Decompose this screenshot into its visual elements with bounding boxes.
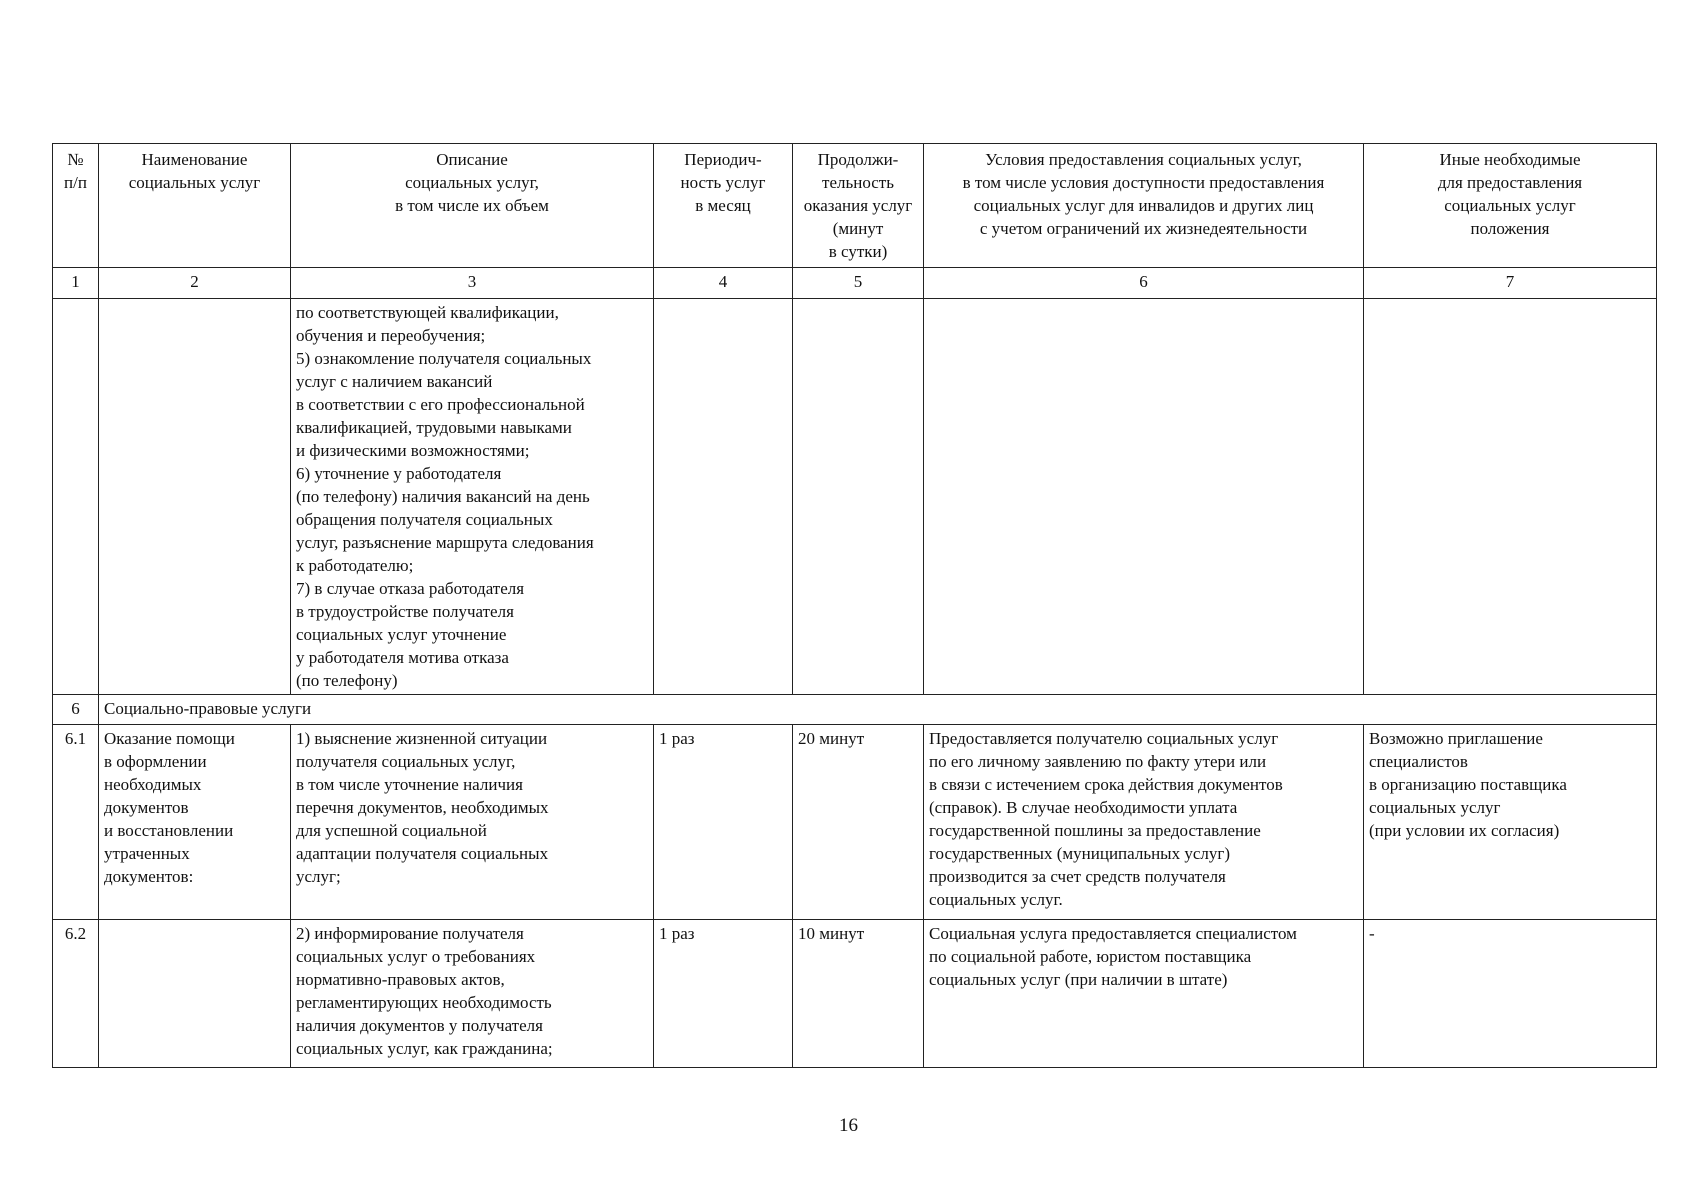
cell-number: 6.1: [53, 725, 99, 920]
cell-service-name: [99, 299, 291, 695]
header-other: Иные необходимые для предоставления социальных услуг положения: [1364, 144, 1657, 268]
services-table: [52, 143, 1657, 1068]
cell-number: 6.2: [53, 920, 99, 1068]
cell-conditions: [924, 299, 1364, 695]
header-conditions: Условия предоставления социальных услуг, в том числе условия доступности предоставления социальных услуг для инвалидов и других лиц с учетом ограничений их жизнедеятельности: [924, 144, 1364, 268]
cell-duration: 20 минут: [793, 725, 924, 920]
table-row: [53, 920, 1657, 1068]
cell-service-name: Оказание помощи в оформлении необходимых документов и восстановлении утраченных документов:: [99, 725, 291, 920]
cell-periodicity: [654, 299, 793, 695]
cell-periodicity: 1 раз: [654, 725, 793, 920]
cell-description: 1) выяснение жизненной ситуации получателя социальных услуг, в том числе уточнение наличия перечня документов, необходимых для успешной социальной адаптации получателя социальных услуг;: [291, 725, 654, 920]
cell-conditions: Предоставляется получателю социальных услуг по его личному заявлению по факту утери или в связи с истечением срока действия документов (справок). В случае необходимости уплата государственной пошлины за предоставление государственных (муниципальных услуг) производится за счет средств получателя социальных услуг.: [924, 725, 1364, 920]
column-number: 3: [291, 268, 654, 299]
section-number: 6: [53, 695, 99, 725]
cell-duration: 10 минут: [793, 920, 924, 1068]
header-service-name: Наименование социальных услуг: [99, 144, 291, 268]
column-number: 4: [654, 268, 793, 299]
column-number: 6: [924, 268, 1364, 299]
header-periodicity: Периодич- ность услуг в месяц: [654, 144, 793, 268]
table-header-row: [53, 144, 1657, 268]
column-number: 7: [1364, 268, 1657, 299]
document-page: [52, 143, 1656, 1068]
header-duration: Продолжи- тельность оказания услуг (минут в сутки): [793, 144, 924, 268]
table-row: [53, 299, 1657, 695]
cell-other: [1364, 299, 1657, 695]
cell-description: 2) информирование получателя социальных услуг о требованиях нормативно-правовых актов, регламентирующих необходимость наличия документов у получателя социальных услуг, как гражданина;: [291, 920, 654, 1068]
section-row: [53, 695, 1657, 725]
cell-periodicity: 1 раз: [654, 920, 793, 1068]
column-number: 1: [53, 268, 99, 299]
cell-description: по соответствующей квалификации, обучения и переобучения; 5) ознакомление получателя социальных услуг с наличием вакансий в соответствии с его профессиональной квалификацией, трудовыми навыками и физическими возможностями; 6) уточнение у работодателя (по телефону) наличия вакансий на день обращения получателя социальных услуг, разъяснение маршрута следования к работодателю; 7) в случае отказа работодателя в трудоустройстве получателя социальных услуг уточнение у работодателя мотива отказа (по телефону): [291, 299, 654, 695]
page-number: 16: [839, 1115, 858, 1136]
column-number: 2: [99, 268, 291, 299]
section-title: Социально-правовые услуги: [99, 695, 1657, 725]
header-number: № п/п: [53, 144, 99, 268]
cell-other: -: [1364, 920, 1657, 1068]
cell-duration: [793, 299, 924, 695]
cell-service-name: [99, 920, 291, 1068]
header-description: Описание социальных услуг, в том числе их объем: [291, 144, 654, 268]
column-number: 5: [793, 268, 924, 299]
cell-conditions: Социальная услуга предоставляется специалистом по социальной работе, юристом поставщика социальных услуг (при наличии в штате): [924, 920, 1364, 1068]
table-row: [53, 725, 1657, 920]
cell-number: [53, 299, 99, 695]
column-number-row: [53, 268, 1657, 299]
cell-other: Возможно приглашение специалистов в организацию поставщика социальных услуг (при условии их согласия): [1364, 725, 1657, 920]
